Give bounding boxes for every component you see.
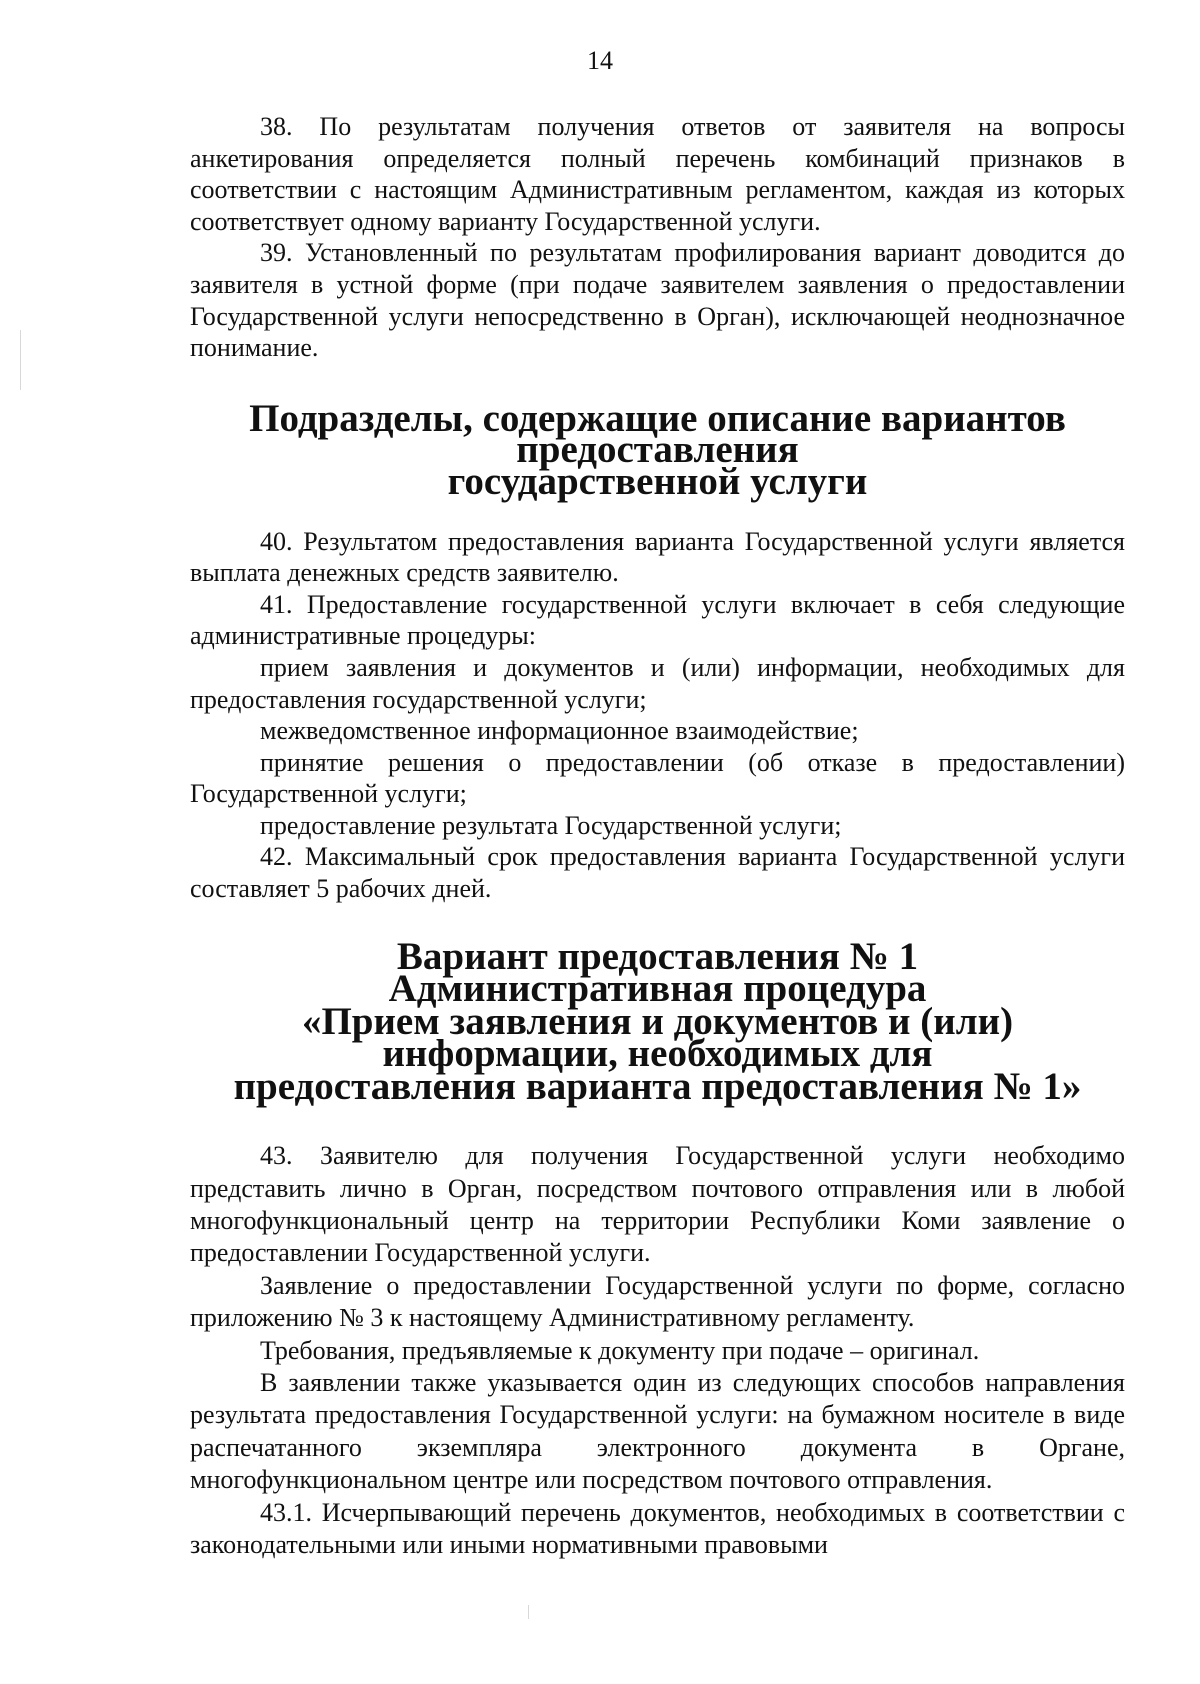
variant-heading-line-1: Вариант предоставления № 1	[396, 934, 919, 978]
paragraph-43-methods: В заявлении также указывается один из следующих способов направления результата предоставления Государственной услуги: на бумажном носителе в виде распечатанного экземпляра электронного документа в Органе, многофункциональном центре или посредством почтового отправления.	[190, 1368, 1125, 1495]
section-heading-line-1: Подразделы, содержащие описание вариантов предоставления	[249, 396, 1066, 472]
paragraph-43-form: Заявление о предоставлении Государственной услуги по форме, согласно приложению № 3 к настоящему Административному регламенту.	[190, 1270, 1125, 1333]
variant-heading-line-3: «Прием заявления и документов и (или) информации, необходимых для	[301, 999, 1014, 1076]
procedure-item-4: предоставление результата Государственной услуги;	[260, 810, 842, 840]
scan-artifact-bottom	[528, 1605, 529, 1619]
section-heading-line-2: государственной услуги	[447, 459, 868, 503]
paragraph-38: 38. По результатам получения ответов от заявителя на вопросы анкетирования определяется полный перечень комбинаций признаков в соответствии с настоящим Административным регламентом, каждая из которых соответствует одному варианту Государственной услуги.	[190, 112, 1125, 236]
page-number: 14	[587, 46, 613, 75]
paragraph-41: 41. Предоставление государственной услуги включает в себя следующие административные процедуры:	[190, 589, 1125, 651]
variant-heading	[190, 934, 1125, 1108]
paragraph-39: 39. Установленный по результатам профилирования вариант доводится до заявителя в устной форме (при подаче заявителем заявления о предоставлении Государственной услуги непосредственно в Орган), исключающей неоднозначное понимание.	[190, 238, 1125, 363]
scan-artifact-left	[20, 330, 21, 390]
procedure-item-2: межведомственное информационное взаимодействие;	[260, 716, 859, 746]
paragraph-42: 42. Максимальный срок предоставления варианта Государственной услуги составляет 5 рабочих дней.	[190, 842, 1125, 904]
paragraph-43-1: 43.1. Исчерпывающий перечень документов, необходимых в соответствии с законодательными или иными нормативными правовыми	[190, 1497, 1125, 1560]
variant-heading-line-2: Административная процедура	[388, 967, 927, 1011]
procedure-item-3: принятие решения о предоставлении (об отказе в предоставлении) Государственной услуги;	[190, 747, 1125, 809]
section-heading	[190, 396, 1125, 503]
variant-heading-line-4: предоставления варианта предоставления № 1»	[233, 1064, 1082, 1108]
paragraph-43-requirements: Требования, предъявляемые к документу при подаче – оригинал.	[260, 1335, 980, 1365]
paragraph-43: 43. Заявителю для получения Государственной услуги необходимо представить лично в Орган, посредством почтового отправления или в любой многофункциональный центр на территории Республики Коми заявление о предоставлении Государственной услуги.	[190, 1141, 1125, 1268]
procedure-item-1: прием заявления и документов и (или) информации, необходимых для предоставления государственной услуги;	[190, 652, 1125, 714]
document-body	[190, 111, 1125, 1561]
paragraph-40: 40. Результатом предоставления варианта Государственной услуги является выплата денежных средств заявителю.	[190, 526, 1125, 588]
